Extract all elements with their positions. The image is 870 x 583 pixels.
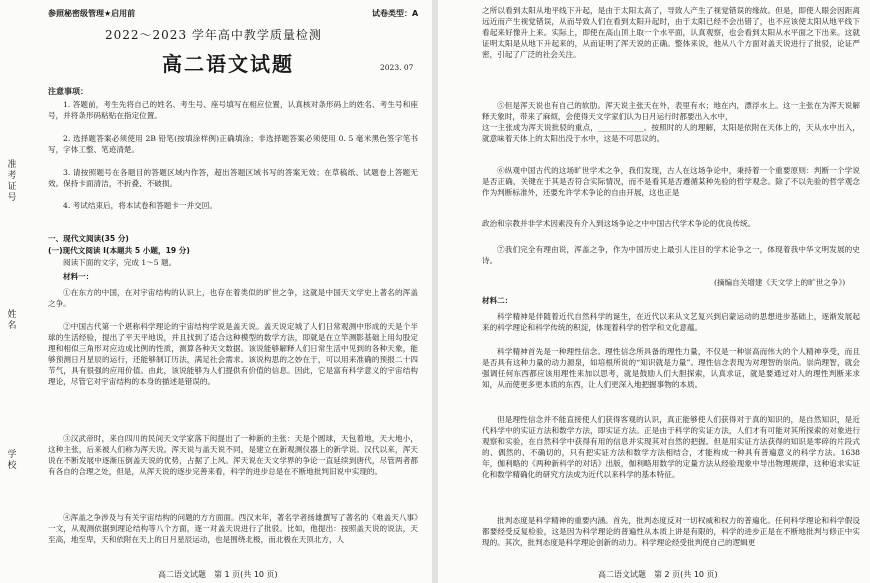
- material-2-paragraph-2: 科学精神首先是一种理性信念。理性信念所具备的理性力量，不仅是一种崇高而伟大的个人精神享受，而且是否具有这种力量的动力源泉，如培根所说的“知识就是力量”。理性信念表现为对理智的崇尚。崇尚理智，就会强调任何东西都应该用理性来加以思考，就是鼓励人们大胆探索，认真求证，就是要通过对人的理性判断来求知，从而使更多更本质的东西，让人们更深入地把握事物的本质。: [482, 347, 860, 389]
- wavy-underlined-sentence: 政治和宗教并非学术因素没有介入到这场争论之中: [482, 219, 650, 228]
- paragraph-6-end: 中国古代学术争论的优良传统。: [649, 219, 756, 228]
- paragraph-2: ②中国古代第一个堪称科学理论的宇宙结构学说是盖天说。盖天说定城了人们日常观测中形成的天是个半球的生活经验，提出了平天平地说，并且找到了适合这种模型的数学方法，即就是在立竿测影基础上用勾股定理和相似三角形对应边成比例的性质，测算各种天文数据。该说能够解释人们日常生活中见到的各种天象，能够预测日月星辰的运行，还能够制订历法，满足社会需求。该说构思的之妙在于，可以用来准确的预报二十四节气，具有很强的应用价值。由此，该说能够为人们提供有价值的信息。因此，它是富有科学意义的宇宙结构理论，尽管它对宇宙结构的本身的描述是错误的。: [48, 322, 418, 386]
- section-1-heading: 一、现代文阅读(35 分): [48, 234, 129, 243]
- paragraph-4: ④浑盖之争涉及与有关宇宙结构的问题的方方面面。西汉末年，著名学者扬雄撰写了著名的《难盖天八事》一文，从观测依据到理论结构等八个方面，逐一对盖天说进行了批驳。比如，他提出：按照盖天说的说法，天至高，地至卑，天和依附在天上的日月星辰运动，也是围绕北极，而北极在天顶北方，人: [48, 513, 418, 544]
- material-1-label: 材料一：: [63, 272, 94, 281]
- paragraph-6: ⑥纵观中国古代的这场旷世学术之争，我们发现，古人在这场争论中，秉持着一个重要原则：判断一个学说是否正确，关键在于其是否符合实际情况，而不是看其是否遵循某种先验的哲学观念。除了不以先验的哲学观念作为判断标准外，还要允许学术争论的自由开展，这也正是: [482, 166, 860, 197]
- paragraph-4-continued: 之所以看到太阳从地平线下升起，是由于太阳太高了，导致人产生了视觉错误的缘故。但是，即使人眼会因距离远近而产生视觉错误，从而导致人们在看到太阳升起时，由于太阳已经不会出错了，也不应该使太阳从地平线下看起来好像升上来。实际上，即使在高山顶上取一个水平面，认真观察，也会看到太阳从水平面之下出来。这就证明太阳是从地下升起来的，从而证明了浑天说的正确。整体来说，他从八个方面对盖天说进行了批驳，论证严密，引起了广泛的社会关注。: [482, 6, 860, 59]
- material-2-label: 材料二：: [482, 296, 513, 305]
- page-footer-left: 高二语文试题 第 1 页(共 10 页): [158, 570, 278, 579]
- note-4: 4. 考试结束后，将本试卷和答题卡一并交回。: [63, 201, 217, 210]
- material-2-paragraph-1: 科学精神是伴随着近代自然科学的诞生，在近代以来从文艺复兴到启蒙运动的思想进步基础上，逐渐发展起来的科学理论和科学传统的积淀，体现着科学的哲学和文化意蕴。: [482, 312, 860, 332]
- binding-name-label: 姓名: [7, 310, 17, 331]
- binding-school-label: 学校: [7, 450, 17, 471]
- material-2-paragraph-3: 但是理性信念并不能直接使人们获得客观的认识，真正能够使人们获得对于真的知识的，是自然知识，是近代科学中的实证方法和数学方法，即实证方法。正是由于科学的实证方法，人们才有可能对其所探索的对象进行观察和实验，在自然科学中获得有用的信息并实现其对自然的把握。但是用实证方法获得的知识是零碎的片段式的、偶然的、不确切的，只有把实证方法和数学方法相结合，才能构成一种具有普遍意义的科学方法。1638 年，伽利略的《两种新科学的对话》出版，伽利略用数学的定量方法从经验现象中导出物理规律，这种追求实证化和数学精确化的研究方法成为近代以来科学的基本特征。: [482, 415, 860, 479]
- source-citation: (摘编自关增建《天文学上的旷世之争》): [714, 278, 846, 287]
- binding-exam-number-label: 准考证号: [7, 160, 17, 203]
- paragraph-1: ①在东方的中国，在对宇宙结构的认识上，也存在着类似的旷世之争，这就是中国天文学史上著名的浑盖之争。: [48, 288, 418, 308]
- material-2-paragraph-4: 批判态度是科学精神的重要内涵。首先，批判态度反对一切权威和权力的普遍化。任何科学理论和科学假设都要经受反复检验，这是因为科学理论的普遍性从本质上讲是有限的，科学的进步正是在不断地批判与修正中实现的。其次，批判态度是科学理论创新的动力。科学理论经受批判使自己的逻辑更: [482, 516, 860, 547]
- note-3: 3. 请按照题号在各题目的答题区域内作答，超出答题区域书写的答案无效；在草稿纸、试题卷上答题无效。保持卡面清洁，不折叠、不破损。: [48, 168, 418, 188]
- confidentiality-header: 参照秘密级管理★启用前: [48, 9, 136, 18]
- section-1-subheading: (一)现代文阅读 I(本题共 5 小题，19 分): [48, 246, 190, 255]
- paragraph-3: ③汉武帝时，来自四川的民间天文学家落下闳提出了一种新的主张：天是个圆球，天包着地，天大地小，这种主张，后来被人们称为浑天说。浑天说与盖天说不同，是建立在新观测仪器上的新学说。汉代以来，浑天说在不断发展中逐渐压倒盖天说的优势，占据了上风。浑天说在天文学界的争论一直延续到唐代，尽管两者都有各自的合理之处，但是，从浑天说的逐步完善来看，科学的进步总是在不断地批判旧说中实现的。: [48, 434, 418, 476]
- page-footer-right: 高二语文试题 第 2 页(共 10 页): [598, 570, 718, 579]
- paragraph-5-blank-line: [482, 122, 860, 144]
- paragraph-5-end: 这一主张成为浑天说批驳的重点，____________。按照时的人的理解，太阳是依附在天体上的，天从水中出入，就意味着天体上的太阳出没于水中，这是不可思议的。: [482, 123, 860, 143]
- note-2: 2. 选择题答案必须使用 2B 铅笔(按填涂样例)正确填涂；非选择题答案必须使用 0. 5 毫米黑色签字笔书写，字体工整、笔迹清楚。: [48, 134, 418, 154]
- note-1: 1. 答题前，考生先将自己的姓名、考生号、座号填写在相应位置，认真核对条形码上的姓名、考生号和座号，并将条形码粘贴在指定位置。: [48, 100, 418, 120]
- exam-title: 2022～2023 学年高中教学质量检测: [105, 28, 322, 42]
- paper-type-label: 试卷类型：A: [372, 9, 419, 18]
- exam-page-right: [438, 0, 870, 583]
- exam-page-left: [0, 0, 432, 583]
- notes-heading: 注意事项：: [48, 87, 88, 96]
- paragraph-7: ⑦我们完全有理由说，浑盖之争，作为中国历史上最引人注目的学术论争之一，体现着我中华文明发展的史诗。: [482, 245, 860, 265]
- exam-date: 2023. 07: [380, 63, 414, 72]
- reading-instruction: 阅读下面的文字，完成 1～5 题。: [63, 258, 177, 267]
- subject-title: 高二语文试题: [162, 52, 294, 76]
- paragraph-5: ⑤但是浑天说也有自己的软肋。浑天说主张天在外，表里有水；地在内，漂浮水上。这一主张在为浑天说解释天象时，带来了麻烦，会使得天文学家们认为日月运行时都要出入水中，: [482, 101, 860, 121]
